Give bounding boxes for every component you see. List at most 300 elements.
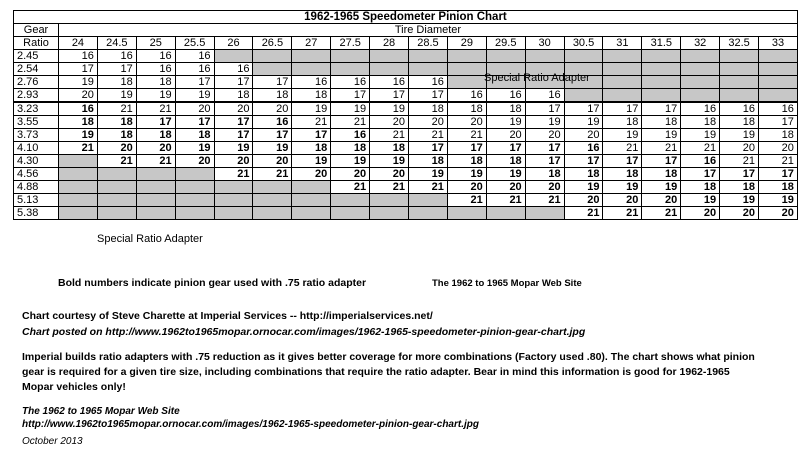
bold-note: Bold numbers indicate pinion gear used with .75 ratio adapter xyxy=(58,277,367,289)
pinion-cell: 18 xyxy=(136,129,175,142)
pinion-cell xyxy=(331,50,370,63)
pinion-cell xyxy=(525,50,564,63)
pinion-cell xyxy=(97,207,136,220)
pinion-cell: 18 xyxy=(603,168,642,181)
pinion-cell xyxy=(253,63,292,76)
pinion-cell: 17 xyxy=(525,155,564,168)
pinion-cell: 21 xyxy=(253,168,292,181)
tire-size-header: 25 xyxy=(136,37,175,50)
pinion-cell: 18 xyxy=(97,76,136,89)
pinion-cell xyxy=(603,89,642,103)
pinion-cell: 18 xyxy=(97,129,136,142)
pinion-cell: 17 xyxy=(564,155,603,168)
pinion-cell: 16 xyxy=(370,76,409,89)
pinion-cell xyxy=(720,63,759,76)
site-label: The 1962 to 1965 Mopar Web Site xyxy=(432,278,582,289)
pinion-cell: 20 xyxy=(370,116,409,129)
gear-header: Gear xyxy=(14,24,59,37)
pinion-cell xyxy=(97,168,136,181)
chart-title: 1962-1965 Speedometer Pinion Chart xyxy=(14,11,798,24)
pinion-cell: 18 xyxy=(409,102,448,116)
pinion-cell: 19 xyxy=(331,102,370,116)
pinion-cell: 18 xyxy=(214,89,253,103)
pinion-cell: 19 xyxy=(525,116,564,129)
pinion-cell xyxy=(759,89,798,103)
pinion-cell: 21 xyxy=(97,155,136,168)
tire-size-header: 31.5 xyxy=(642,37,681,50)
pinion-cell: 18 xyxy=(642,116,681,129)
pinion-cell xyxy=(759,50,798,63)
pinion-cell xyxy=(136,207,175,220)
pinion-cell: 17 xyxy=(603,155,642,168)
pinion-cell: 21 xyxy=(759,155,798,168)
pinion-cell: 20 xyxy=(447,116,486,129)
pinion-cell: 21 xyxy=(642,207,681,220)
tire-size-header: 33 xyxy=(759,37,798,50)
gear-row xyxy=(14,168,798,181)
pinion-cell: 17 xyxy=(253,76,292,89)
pinion-cell: 21 xyxy=(59,142,98,155)
pinion-cell: 19 xyxy=(136,89,175,103)
pinion-cell: 19 xyxy=(175,142,214,155)
pinion-cell xyxy=(214,194,253,207)
pinion-cell xyxy=(136,194,175,207)
pinion-cell xyxy=(681,89,720,103)
pinion-cell: 16 xyxy=(564,142,603,155)
pinion-cell xyxy=(447,63,486,76)
pinion-cell: 20 xyxy=(214,102,253,116)
gear-row xyxy=(14,181,798,194)
tire-size-header: 27 xyxy=(292,37,331,50)
pinion-cell: 21 xyxy=(720,155,759,168)
pinion-cell: 21 xyxy=(136,155,175,168)
pinion-cell: 20 xyxy=(59,89,98,103)
pinion-cell: 16 xyxy=(447,89,486,103)
pinion-cell: 21 xyxy=(603,207,642,220)
courtesy-line: Chart courtesy of Steve Charette at Imperial Services -- http://imperialservices.net/ xyxy=(22,310,433,322)
pinion-cell: 20 xyxy=(759,207,798,220)
pinion-cell xyxy=(97,181,136,194)
pinion-cell: 16 xyxy=(409,76,448,89)
pinion-cell: 18 xyxy=(447,155,486,168)
gear-row xyxy=(14,194,798,207)
pinion-cell: 18 xyxy=(759,129,798,142)
tire-size-header: 30.5 xyxy=(564,37,603,50)
gear-ratio-cell: 2.76 xyxy=(14,76,59,89)
pinion-cell: 17 xyxy=(253,129,292,142)
gear-ratio-cell: 2.93 xyxy=(14,89,59,103)
gear-ratio-cell: 5.13 xyxy=(14,194,59,207)
pinion-cell: 17 xyxy=(409,89,448,103)
gear-row xyxy=(14,76,798,89)
pinion-cell: 21 xyxy=(370,129,409,142)
pinion-cell: 19 xyxy=(214,142,253,155)
pinion-cell: 20 xyxy=(370,168,409,181)
pinion-cell: 20 xyxy=(564,194,603,207)
tire-size-header: 32.5 xyxy=(720,37,759,50)
gear-row xyxy=(14,129,798,142)
pinion-cell xyxy=(447,76,486,89)
pinion-cell: 17 xyxy=(603,102,642,116)
pinion-cell: 19 xyxy=(603,129,642,142)
pinion-cell: 17 xyxy=(564,102,603,116)
pinion-cell xyxy=(175,194,214,207)
pinion-cell: 19 xyxy=(59,129,98,142)
tire-diameter-header: Tire Diameter xyxy=(59,24,798,37)
pinion-cell: 17 xyxy=(409,142,448,155)
pinion-cell: 19 xyxy=(370,102,409,116)
pinion-cell: 21 xyxy=(642,142,681,155)
pinion-cell: 19 xyxy=(681,129,720,142)
pinion-cell: 20 xyxy=(136,142,175,155)
gear-ratio-cell: 4.30 xyxy=(14,155,59,168)
pinion-cell: 21 xyxy=(370,181,409,194)
gear-ratio-cell: 4.88 xyxy=(14,181,59,194)
pinion-cell: 21 xyxy=(331,116,370,129)
pinion-cell: 18 xyxy=(720,116,759,129)
pinion-cell xyxy=(681,50,720,63)
pinion-cell: 16 xyxy=(331,76,370,89)
pinion-cell xyxy=(214,50,253,63)
tire-size-header: 31 xyxy=(603,37,642,50)
tire-size-header: 24.5 xyxy=(97,37,136,50)
pinion-cell xyxy=(486,207,525,220)
pinion-cell: 20 xyxy=(447,181,486,194)
pinion-cell: 20 xyxy=(486,129,525,142)
pinion-cell: 19 xyxy=(447,168,486,181)
gear-ratio-cell: 4.10 xyxy=(14,142,59,155)
pinion-cell xyxy=(525,207,564,220)
pinion-cell: 19 xyxy=(642,129,681,142)
tire-size-header: 30 xyxy=(525,37,564,50)
gear-row xyxy=(14,142,798,155)
gear-row xyxy=(14,116,798,129)
pinion-cell: 21 xyxy=(136,102,175,116)
tire-size-header: 28 xyxy=(370,37,409,50)
pinion-cell: 21 xyxy=(331,181,370,194)
gear-ratio-cell: 2.45 xyxy=(14,50,59,63)
gear-row xyxy=(14,50,798,63)
pinion-cell xyxy=(409,194,448,207)
pinion-cell: 17 xyxy=(759,168,798,181)
pinion-cell xyxy=(370,63,409,76)
pinion-cell: 18 xyxy=(136,76,175,89)
pinion-cell xyxy=(292,194,331,207)
pinion-cell xyxy=(370,50,409,63)
paragraph-line-1: Imperial builds ratio adapters with .75 reduction as it gives better coverage for more combinations (Factory used .80). The chart shows what pinion xyxy=(22,351,755,363)
pinion-cell xyxy=(59,168,98,181)
pinion-cell: 17 xyxy=(97,63,136,76)
posted-on-line: Chart posted on http://www.1962to1965mopar.ornocar.com/images/1962-1965-speedometer-pinion-gear-chart.jpg xyxy=(22,326,586,338)
pinion-cell xyxy=(175,207,214,220)
pinion-cell: 21 xyxy=(525,194,564,207)
pinion-cell: 17 xyxy=(59,63,98,76)
pinion-cell: 19 xyxy=(564,116,603,129)
pinion-cell xyxy=(447,50,486,63)
pinion-cell: 18 xyxy=(97,116,136,129)
pinion-cell xyxy=(720,50,759,63)
pinion-cell: 18 xyxy=(564,168,603,181)
pinion-cell: 17 xyxy=(486,142,525,155)
gear-row xyxy=(14,89,798,103)
pinion-cell: 18 xyxy=(603,116,642,129)
pinion-cell xyxy=(97,194,136,207)
gear-ratio-cell: 3.23 xyxy=(14,102,59,116)
pinion-cell xyxy=(370,194,409,207)
pinion-cell xyxy=(292,207,331,220)
pinion-cell: 20 xyxy=(175,155,214,168)
pinion-cell: 19 xyxy=(331,155,370,168)
pinion-cell: 16 xyxy=(136,63,175,76)
pinion-cell: 19 xyxy=(681,194,720,207)
pinion-cell: 21 xyxy=(292,116,331,129)
tire-size-header: 24 xyxy=(59,37,98,50)
paragraph-line-3: Mopar vehicles only! xyxy=(22,381,126,393)
pinion-cell: 17 xyxy=(136,116,175,129)
pinion-cell: 18 xyxy=(253,89,292,103)
tire-size-header: 29.5 xyxy=(486,37,525,50)
pinion-cell: 17 xyxy=(720,168,759,181)
pinion-cell: 20 xyxy=(253,155,292,168)
pinion-cell xyxy=(292,50,331,63)
pinion-cell: 17 xyxy=(642,155,681,168)
pinion-cell: 19 xyxy=(292,155,331,168)
pinion-cell: 20 xyxy=(253,102,292,116)
pinion-cell: 18 xyxy=(681,181,720,194)
tire-size-header: 28.5 xyxy=(409,37,448,50)
pinion-cell: 16 xyxy=(681,102,720,116)
pinion-cell: 20 xyxy=(525,181,564,194)
pinion-cell xyxy=(603,76,642,89)
pinion-cell: 18 xyxy=(447,102,486,116)
pinion-cell: 17 xyxy=(292,129,331,142)
gear-row xyxy=(14,63,798,76)
gear-row xyxy=(14,102,798,116)
pinion-cell: 17 xyxy=(175,116,214,129)
pinion-cell xyxy=(59,181,98,194)
pinion-cell xyxy=(720,76,759,89)
pinion-cell xyxy=(253,50,292,63)
pinion-cell: 18 xyxy=(59,116,98,129)
pinion-cell: 21 xyxy=(603,142,642,155)
pinion-cell: 19 xyxy=(292,102,331,116)
pinion-cell: 16 xyxy=(59,50,98,63)
pinion-cell: 18 xyxy=(331,142,370,155)
pinion-cell: 18 xyxy=(409,155,448,168)
tire-size-header: 25.5 xyxy=(175,37,214,50)
gear-ratio-cell: 5.38 xyxy=(14,207,59,220)
pinion-cell: 17 xyxy=(681,168,720,181)
pinion-cell xyxy=(253,194,292,207)
pinion-cell: 20 xyxy=(681,207,720,220)
pinion-cell xyxy=(59,155,98,168)
pinion-cell xyxy=(564,89,603,103)
pinion-cell: 18 xyxy=(292,142,331,155)
pinion-cell: 19 xyxy=(720,129,759,142)
special-ratio-adapter-label-top: Special Ratio Adapter xyxy=(484,72,590,84)
pinion-cell: 20 xyxy=(409,116,448,129)
gear-ratio-cell: 4.56 xyxy=(14,168,59,181)
pinion-cell: 18 xyxy=(486,102,525,116)
pinion-cell: 21 xyxy=(681,142,720,155)
pinion-cell xyxy=(175,181,214,194)
pinion-cell: 16 xyxy=(720,102,759,116)
pinion-cell xyxy=(59,207,98,220)
pinion-cell: 18 xyxy=(759,181,798,194)
pinion-cell: 18 xyxy=(681,116,720,129)
pinion-cell: 18 xyxy=(370,142,409,155)
pinion-cell: 19 xyxy=(603,181,642,194)
pinion-cell: 16 xyxy=(253,116,292,129)
pinion-cell xyxy=(331,194,370,207)
pinion-cell xyxy=(409,50,448,63)
pinion-cell: 18 xyxy=(175,129,214,142)
pinion-cell: 20 xyxy=(486,181,525,194)
pinion-cell: 19 xyxy=(370,155,409,168)
pinion-cell xyxy=(447,207,486,220)
pinion-cell xyxy=(59,194,98,207)
pinion-cell: 16 xyxy=(59,102,98,116)
pinion-cell: 16 xyxy=(97,50,136,63)
pinion-cell: 18 xyxy=(642,168,681,181)
pinion-cell xyxy=(292,181,331,194)
pinion-cell: 17 xyxy=(447,142,486,155)
paragraph-line-2: gear is required for a given tire size, including combinations that require the ratio adapter. Bear in mind this information is good for 1962-1965 xyxy=(22,366,730,378)
pinion-cell xyxy=(214,207,253,220)
pinion-cell: 21 xyxy=(447,194,486,207)
pinion-cell xyxy=(175,168,214,181)
pinion-cell: 19 xyxy=(486,116,525,129)
pinion-cell: 19 xyxy=(97,89,136,103)
pinion-cell: 21 xyxy=(409,181,448,194)
pinion-cell xyxy=(642,89,681,103)
pinion-cell: 20 xyxy=(720,142,759,155)
pinion-cell: 16 xyxy=(759,102,798,116)
pinion-cell xyxy=(370,207,409,220)
pinion-cell: 16 xyxy=(486,89,525,103)
pinion-cell xyxy=(564,50,603,63)
tire-size-header: 26 xyxy=(214,37,253,50)
pinion-cell xyxy=(486,50,525,63)
pinion-cell xyxy=(409,63,448,76)
pinion-cell: 20 xyxy=(720,207,759,220)
pinion-cell: 16 xyxy=(681,155,720,168)
gear-ratio-cell: 3.55 xyxy=(14,116,59,129)
pinion-cell xyxy=(759,76,798,89)
pinion-cell: 21 xyxy=(564,207,603,220)
pinion-cell: 20 xyxy=(97,142,136,155)
pinion-cell: 20 xyxy=(525,129,564,142)
pinion-cell: 21 xyxy=(214,168,253,181)
pinion-cell: 19 xyxy=(759,194,798,207)
pinion-cell: 16 xyxy=(525,89,564,103)
gear-row xyxy=(14,155,798,168)
pinion-cell: 20 xyxy=(759,142,798,155)
pinion-cell: 17 xyxy=(214,116,253,129)
pinion-cell xyxy=(681,63,720,76)
pinion-cell: 16 xyxy=(175,63,214,76)
pinion-cell: 17 xyxy=(525,142,564,155)
pinion-cell xyxy=(720,89,759,103)
pinion-cell: 19 xyxy=(253,142,292,155)
pinion-cell: 17 xyxy=(759,116,798,129)
pinion-cell: 16 xyxy=(292,76,331,89)
footer-url: http://www.1962to1965mopar.ornocar.com/images/1962-1965-speedometer-pinion-gear-chart.jpg xyxy=(22,419,479,430)
pinion-cell: 20 xyxy=(603,194,642,207)
pinion-cell xyxy=(292,63,331,76)
pinion-cell xyxy=(253,181,292,194)
pinion-cell: 20 xyxy=(564,129,603,142)
pinion-cell xyxy=(681,76,720,89)
pinion-cell: 17 xyxy=(370,89,409,103)
pinion-cell xyxy=(603,50,642,63)
pinion-cell xyxy=(253,207,292,220)
pinion-cell xyxy=(214,181,253,194)
pinion-cell: 17 xyxy=(214,129,253,142)
tire-size-header: 32 xyxy=(681,37,720,50)
pinion-cell: 19 xyxy=(642,181,681,194)
pinion-cell: 20 xyxy=(292,168,331,181)
pinion-cell: 18 xyxy=(525,168,564,181)
pinion-cell: 19 xyxy=(409,168,448,181)
special-ratio-adapter-label-bottom: Special Ratio Adapter xyxy=(97,233,203,245)
pinion-cell: 19 xyxy=(486,168,525,181)
pinion-cell: 18 xyxy=(720,181,759,194)
pinion-cell xyxy=(136,168,175,181)
pinion-cell: 16 xyxy=(331,129,370,142)
pinion-cell xyxy=(409,207,448,220)
pinion-cell: 18 xyxy=(292,89,331,103)
pinion-cell: 19 xyxy=(564,181,603,194)
pinion-cell: 16 xyxy=(136,50,175,63)
pinion-cell: 20 xyxy=(331,168,370,181)
pinion-cell xyxy=(759,63,798,76)
pinion-chart-table xyxy=(13,10,798,220)
pinion-cell xyxy=(642,63,681,76)
gear-ratio-cell: 3.73 xyxy=(14,129,59,142)
pinion-cell: 17 xyxy=(214,76,253,89)
tire-size-header: 26.5 xyxy=(253,37,292,50)
pinion-cell: 18 xyxy=(486,155,525,168)
pinion-cell xyxy=(642,76,681,89)
gear-ratio-cell: 2.54 xyxy=(14,63,59,76)
ratio-header: Ratio xyxy=(14,37,59,50)
pinion-cell xyxy=(136,181,175,194)
pinion-cell: 20 xyxy=(175,102,214,116)
footer-date: October 2013 xyxy=(22,436,83,447)
pinion-cell: 21 xyxy=(486,194,525,207)
tire-size-header: 29 xyxy=(447,37,486,50)
pinion-cell: 21 xyxy=(97,102,136,116)
footer-site: The 1962 to 1965 Mopar Web Site xyxy=(22,406,180,417)
pinion-cell: 16 xyxy=(214,63,253,76)
pinion-cell: 17 xyxy=(175,76,214,89)
pinion-cell: 17 xyxy=(642,102,681,116)
pinion-cell xyxy=(603,63,642,76)
pinion-cell: 17 xyxy=(331,89,370,103)
pinion-cell: 17 xyxy=(525,102,564,116)
pinion-cell: 16 xyxy=(175,50,214,63)
pinion-cell: 19 xyxy=(175,89,214,103)
pinion-cell xyxy=(331,63,370,76)
pinion-cell xyxy=(642,50,681,63)
pinion-cell: 20 xyxy=(214,155,253,168)
pinion-cell: 19 xyxy=(720,194,759,207)
pinion-cell: 20 xyxy=(642,194,681,207)
pinion-cell: 19 xyxy=(59,76,98,89)
pinion-cell: 21 xyxy=(409,129,448,142)
gear-row xyxy=(14,207,798,220)
